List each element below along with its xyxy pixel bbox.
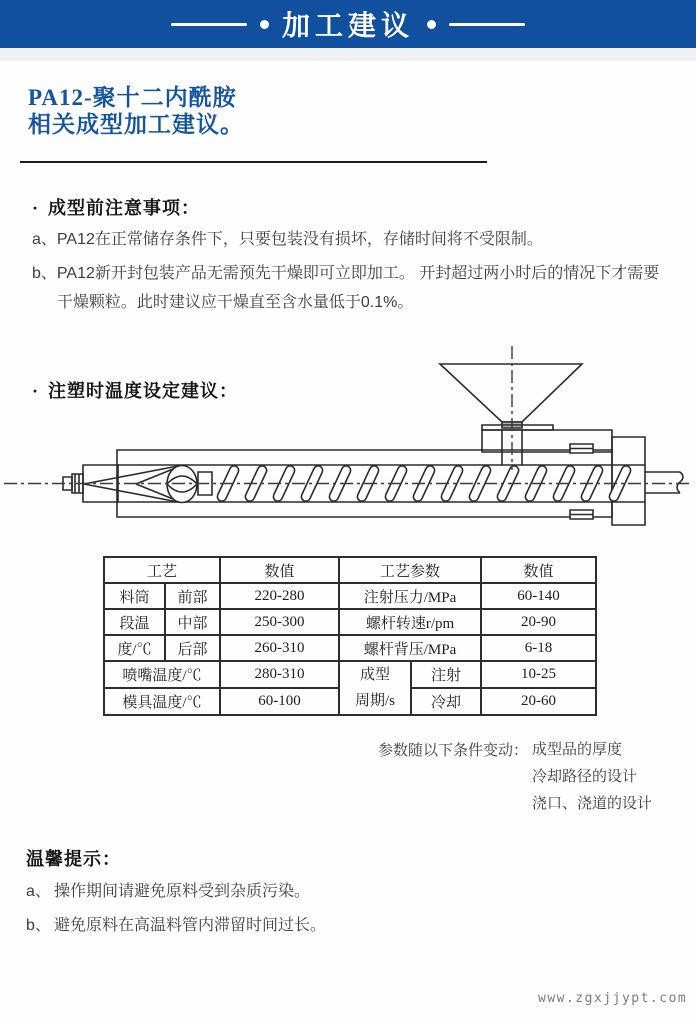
list-item — [32, 259, 668, 317]
list-item-label: a、 — [32, 231, 57, 248]
section-temperature-heading: · 注塑时温度设定建议： — [32, 381, 239, 401]
title-divider — [20, 161, 487, 163]
cell: 260-310 — [220, 635, 339, 661]
list-item-label: a、 — [26, 883, 51, 900]
section-tips — [26, 845, 526, 939]
document-title-line2: 相关成型加工建议。 — [28, 112, 244, 137]
cell: 280-310 — [220, 661, 339, 688]
list-item-label: b、 — [32, 265, 57, 282]
header-cell: 数值 — [220, 557, 339, 583]
list-item — [26, 878, 526, 905]
notes-item: 成型品的厚度 — [532, 741, 623, 758]
cell: 度/℃ — [104, 635, 165, 661]
table-row — [104, 661, 596, 688]
cell: 模具温度/℃ — [104, 688, 220, 715]
cell: 前部 — [165, 583, 220, 609]
banner-left-dot-icon — [260, 20, 269, 29]
injection-unit-diagram — [0, 340, 696, 555]
banner-right-line — [449, 23, 525, 26]
cycle-line1: 成型 — [359, 667, 390, 683]
cell: 冷却 — [411, 688, 481, 715]
header-cell: 数值 — [481, 557, 596, 583]
cell: 喷嘴温度/℃ — [104, 661, 220, 688]
cell: 螺杆背压/MPa — [339, 635, 481, 661]
header-cell: 工艺参数 — [339, 557, 481, 583]
table-row — [104, 609, 596, 635]
banner-right-dot-icon — [427, 20, 436, 29]
cell: 后部 — [165, 635, 220, 661]
list-item-text: 操作期间请避免原料受到杂质污染。 — [54, 883, 311, 900]
cell: 料筒 — [104, 583, 165, 609]
cell: 10-25 — [481, 661, 596, 688]
cell-molding-cycle — [339, 661, 411, 715]
header-banner — [0, 0, 696, 48]
banner-left-line — [171, 23, 247, 26]
list-item-text: PA12在正常储存条件下，只要包装没有损坏，存储时间将不受限制。 — [56, 231, 543, 248]
list-item-text: PA12新开封包装产品无需预先干燥即可立即加工。 开封超过两小时后的情况下才需要干燥颗粒。此时建议应干燥直至含水量低于0.1%。 — [56, 265, 660, 311]
list-item-label: b、 — [26, 917, 51, 934]
notes-item: 浇口、浇道的设计 — [532, 795, 653, 812]
cell: 60-140 — [481, 583, 596, 609]
list-item — [26, 912, 526, 939]
table-row — [104, 583, 596, 609]
process-parameter-table — [103, 556, 597, 716]
notes-item: 冷却路径的设计 — [532, 768, 638, 785]
bullet-icon: · — [32, 198, 40, 218]
cell: 220-280 — [220, 583, 339, 609]
tips-heading: 温馨提示： — [26, 849, 121, 869]
document-title-line1: PA12-聚十二内酰胺 — [28, 85, 237, 110]
bullet-icon: · — [32, 381, 40, 401]
table-header-row — [104, 557, 596, 583]
cell: 60-100 — [220, 688, 339, 715]
cell: 螺杆转速r/pm — [339, 609, 481, 635]
table-row — [104, 635, 596, 661]
section-pre-molding — [32, 194, 668, 317]
document-title — [28, 84, 244, 138]
site-watermark: www.zgxjjypt.com — [538, 991, 688, 1006]
cycle-line2: 周期/s — [354, 693, 395, 709]
cell: 注射 — [411, 661, 481, 688]
cell: 中部 — [165, 609, 220, 635]
cell: 6-18 — [481, 635, 596, 661]
screw-shaft-end — [645, 472, 683, 493]
notes-items — [532, 739, 652, 820]
cell: 20-90 — [481, 609, 596, 635]
cell: 20-60 — [481, 688, 596, 715]
notes-label: 参数随以下条件变动： — [378, 742, 529, 759]
cell: 段温 — [104, 609, 165, 635]
banner-title: 加工建议 — [281, 10, 414, 41]
list-item-text: 避免原料在高温料管内滞留时间过长。 — [54, 917, 327, 934]
banner-shadow-strip — [0, 48, 696, 61]
section-pre-molding-heading: · 成型前注意事项： — [32, 198, 201, 218]
cell: 250-300 — [220, 609, 339, 635]
centerlines — [4, 346, 692, 484]
list-item — [32, 225, 668, 254]
cell: 注射压力/MPa — [339, 583, 481, 609]
header-cell: 工艺 — [104, 557, 220, 583]
